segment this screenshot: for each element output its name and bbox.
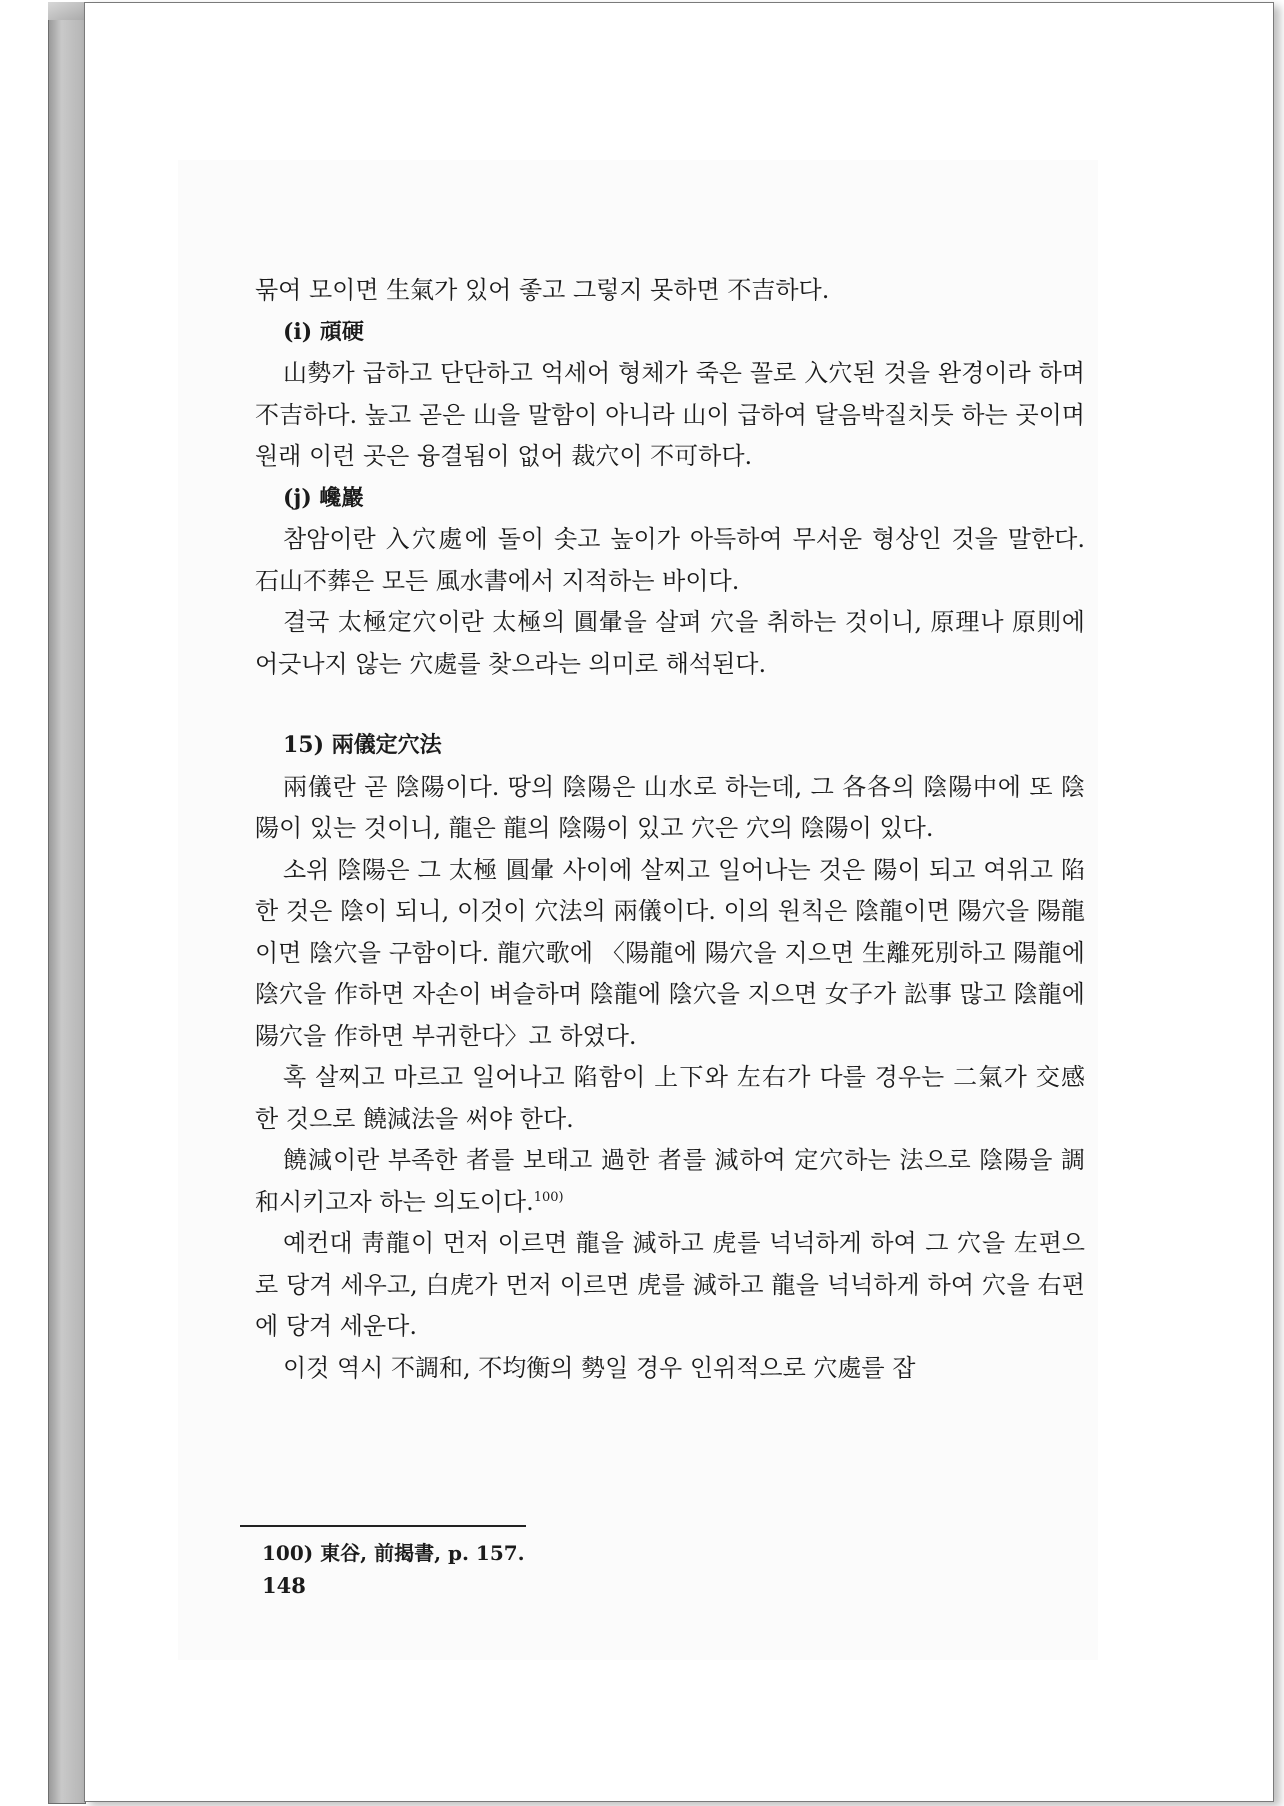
- paragraph-3: 참암이란 入穴處에 돌이 솟고 높이가 아득하여 무서운 형상인 것을 말한다. 石山不葬은 모든 風水書에서 지적하는 바이다.: [255, 525, 1085, 595]
- paragraph-6: 소위 陰陽은 그 太極 圓暈 사이에 살찌고 일어나는 것은 陽이 되고 여위고 陷한 것은 陰이 되니, 이것이 穴法의 兩儀이다. 이의 원칙은 陰龍이면 陽穴을 陽龍이면 陰穴을 구함이다. 龍穴歌에 〈陽龍에 陽穴을 지으면 生離死別하고 陽龍에 陰穴을 作하면 자손이 벼슬하며 陰龍에 陰穴을 지으면 女子가 訟事 많고 陰龍에 陽穴을 作하면 부귀한다〉고 하였다.: [255, 855, 1085, 1050]
- footnote-divider: [240, 1525, 526, 1527]
- paragraph-10: 이것 역시 不調和, 不均衡의 勢일 경우 인위적으로 穴處를 잡: [283, 1353, 916, 1382]
- page-number: 148: [262, 1573, 306, 1598]
- paragraph-4: 결국 太極定穴이란 太極의 圓暈을 살펴 穴을 취하는 것이니, 原理나 原則에 어긋나지 않는 穴處를 찾으라는 의미로 해석된다.: [255, 608, 1085, 678]
- section-heading: 15) 兩儀定穴法: [283, 732, 442, 758]
- footnote-marker: 100): [533, 1189, 564, 1205]
- page-body: [255, 270, 1085, 1389]
- book-spine-top: [48, 2, 88, 20]
- paragraph-1: 묶여 모이면 生氣가 있어 좋고 그렇지 못하면 不吉하다.: [255, 276, 830, 304]
- paragraph-8-text: 饒減이란 부족한 者를 보태고 過한 者를 減하여 定穴하는 法으로 陰陽을 調和시키고자 하는 의도이다.: [255, 1146, 1085, 1216]
- paragraph-5: 兩儀란 곧 陰陽이다. 땅의 陰陽은 山水로 하는데, 그 各各의 陰陽中에 또 陰陽이 있는 것이니, 龍은 龍의 陰陽이 있고 穴은 穴의 陰陽이 있다.: [255, 772, 1085, 842]
- paragraph-2: 山勢가 급하고 단단하고 억세어 형체가 죽은 꼴로 入穴된 것을 완경이라 하며 不吉하다. 높고 곧은 山을 말함이 아니라 山이 급하여 달음박질치듯 하는 곳이며 원래 이런 곳은 융결됨이 없어 裁穴이 不可하다.: [255, 359, 1085, 470]
- subheading-i: (i) 頑硬: [283, 318, 364, 345]
- paragraph-7: 혹 살찌고 마르고 일어나고 陷함이 上下와 左右가 다를 경우는 二氣가 交感한 것으로 饒減法을 써야 한다.: [255, 1063, 1085, 1133]
- paragraph-8: [255, 1140, 1085, 1223]
- footnote: 100) 東谷, 前揭書, p. 157.: [262, 1541, 525, 1565]
- paragraph-9: 예컨대 靑龍이 먼저 이르면 龍을 減하고 虎를 넉넉하게 하여 그 穴을 左편으로 당겨 세우고, 白虎가 먼저 이르면 虎를 減하고 龍을 넉넉하게 하여 穴을 右편에 당겨 세운다.: [255, 1229, 1085, 1340]
- book-spine: [48, 2, 86, 1804]
- subheading-j: (j) 巉巖: [283, 484, 364, 511]
